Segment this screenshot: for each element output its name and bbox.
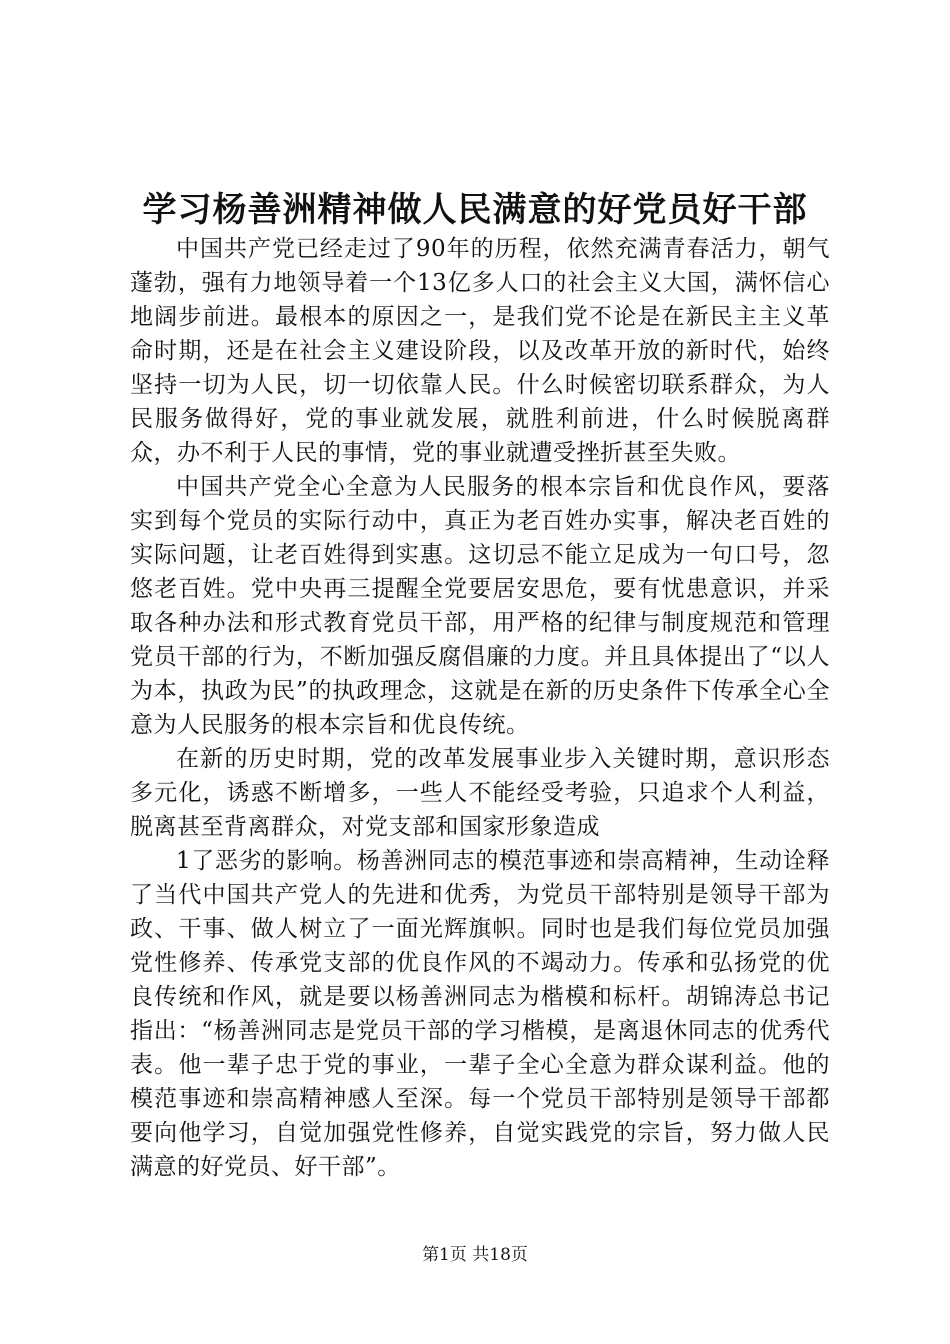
paragraph-4: 1了恶劣的影响。杨善洲同志的模范事迹和崇高精神，生动诠释了当代中国共产党人的先进和优秀，为党员干部特别是领导干部为政、干事、做人树立了一面光辉旗帜。同时也是我们每位党员加强党性修养、传承党支部的优良作风的不竭动力。传承和弘扬党的优良传统和作风，就是要以杨善洲同志为楷模和标杆。胡锦涛总书记指出：“杨善洲同志是党员干部的学习楷模，是离退休同志的优秀代表。他一辈子忠于党的事业，一辈子全心全意为群众谋利益。他的模范事迹和崇高精神感人至深。每一个党员干部特别是领导干部都要向他学习，自觉加强党性修养，自觉实践党的宗旨，努力做人民满意的好党员、好干部”。 — [130, 848, 830, 1180]
paragraph-2: 中国共产党全心全意为人民服务的根本宗旨和优良作风，要落实到每个党员的实际行动中，真正为老百姓办实事，解决老百姓的实际问题，让老百姓得到实惠。这切忌不能立足成为一句口号，忽悠老百姓。党中央再三提醒全党要居安思危，要有忧患意识，并采取各种办法和形式教育党员干部，用严格的纪律与制度规范和管理党员干部的行为，不断加强反腐倡廉的力度。并且具体提出了“以人为本，执政为民”的执政理念，这就是在新的历史条件下传承全心全意为人民服务的根本宗旨和优良传统。 — [130, 474, 830, 738]
page-number: 第1页 共18页 — [422, 1245, 528, 1265]
paragraph-1: 中国共产党已经走过了90年的历程，依然充满青春活力，朝气蓬勃，强有力地领导着一个13亿多人口的社会主义大国，满怀信心地阔步前进。最根本的原因之一，是我们党不论是在新民主主义革命时期，还是在社会主义建设阶段，以及改革开放的新时代，始终坚持一切为人民，切一切依靠人民。什么时候密切联系群众，为人民服务做得好，党的事业就发展，就胜利前进，什么时候脱离群众，办不利于人民的事情，党的事业就遭受挫折甚至失败。 — [130, 236, 830, 466]
document-title: 学习杨善洲精神做人民满意的好党员好干部 — [142, 190, 808, 230]
document-body — [130, 232, 830, 1184]
page-footer — [0, 1244, 950, 1266]
paragraph-3: 在新的历史时期，党的改革发展事业步入关键时期，意识形态多元化，诱惑不断增多，一些人不能经受考验，只追求个人利益，脱离甚至背离群众，对党支部和国家形象造成 — [130, 746, 830, 840]
